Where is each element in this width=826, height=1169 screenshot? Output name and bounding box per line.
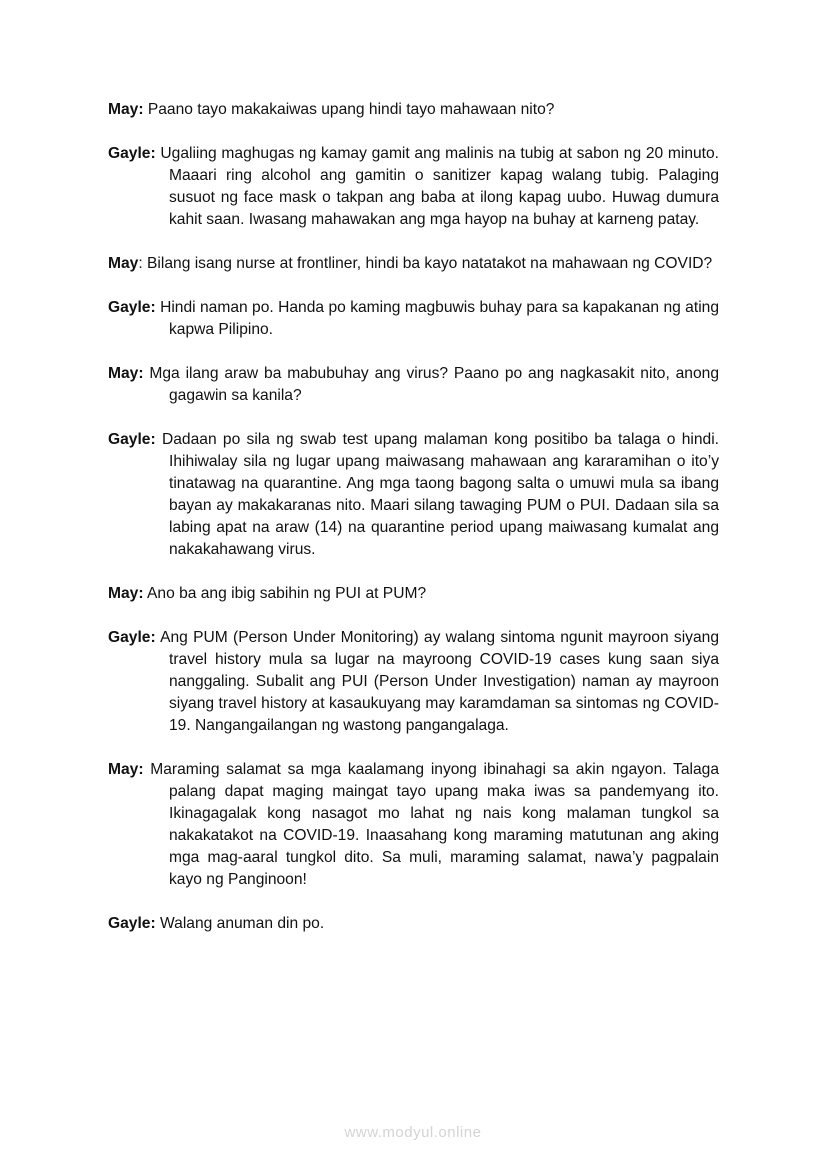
dialogue-line-may	[108, 363, 719, 407]
dialogue-text: Dadaan po sila ng swab test upang malaman kong positibo ba talaga o hindi. Ihihiwalay sila ng lugar upang maiwasang mahawaan ang kararamihan o ito’y tinatawag na quarantine. Ang mga taong bagong salta o umuwi mula sa ibang bayan ay makakaranas nito. Maari silang tawaging PUM o PUI. Dadaan sila sa labing apat na araw (14) na quarantine period upang maiwasang kumalat ang nakakahawang virus.	[155, 431, 719, 558]
dialogue-line-may	[108, 583, 719, 605]
dialogue-text: Paano tayo makakaiwas upang hindi tayo mahawaan nito?	[143, 101, 555, 118]
dialogue-line-may	[108, 99, 719, 121]
speaker-separator: :	[138, 255, 143, 272]
dialogue-text: Ugaliing maghugas ng kamay gamit ang malinis na tubig at sabon ng 20 minuto. Maaari ring alcohol ang gamitin o sanitizer kapag walang tubig. Palaging susuot ng face mask o takpan ang baba at ilong kapag uubo. Huwag dumura kahit saan. Iwasang mahawakan ang mga hayop na buhay at karneng patay.	[155, 145, 719, 228]
speaker-name: May	[108, 255, 139, 272]
speaker-name: Gayle:	[108, 299, 156, 316]
speaker-name: May:	[108, 585, 144, 602]
dialogue-text: Walang anuman din po.	[155, 915, 325, 932]
dialogue-text: Hindi naman po. Handa po kaming magbuwis buhay para sa kapakanan ng ating kapwa Pilipino.	[155, 299, 719, 338]
dialogue-text: Bilang isang nurse at frontliner, hindi ba kayo natatakot na mahawaan ng COVID?	[142, 255, 713, 272]
dialogue-line-may	[108, 253, 719, 275]
dialogue-line-gayle	[108, 429, 719, 561]
dialogue-line-gayle	[108, 913, 719, 935]
watermark: www.modyul.online	[344, 1124, 482, 1141]
dialogue-line-gayle	[108, 627, 719, 737]
dialogue-line-may	[108, 759, 719, 891]
speaker-name: May:	[108, 761, 144, 778]
dialogue-text: Ano ba ang ibig sabihin ng PUI at PUM?	[143, 585, 427, 602]
dialogue-text: Maraming salamat sa mga kaalamang inyong ibinahagi sa akin ngayon. Talaga palang dapat maging maingat tayo upang maka iwas sa pandemyang ito. Ikinagagalak kong nasagot mo lahat ng nais kong malaman tungkol sa nakakatakot na COVID-19. Inaasahang kong maraming matutunan ang aking mga mag-aaral tungkol dito. Sa muli, maraming salamat, nawa’y pagpalain kayo ng Panginoon!	[143, 761, 719, 888]
speaker-name: Gayle:	[108, 629, 156, 646]
speaker-name: Gayle:	[108, 145, 156, 162]
speaker-name: May:	[108, 101, 144, 118]
dialogue-text: Ang PUM (Person Under Monitoring) ay walang sintoma ngunit mayroon siyang travel history mula sa lugar na mayroong COVID-19 cases kung saan siya nanggaling. Subalit ang PUI (Person Under Investigation) naman ay mayroon siyang travel history at kasaukuyang may karamdaman sa sintomas ng COVID-19. Nangangailangan ng wastong pangangalaga.	[155, 629, 719, 734]
speaker-name: Gayle:	[108, 431, 156, 448]
dialogue-line-gayle	[108, 143, 719, 231]
dialogue-text: Mga ilang araw ba mabubuhay ang virus? Paano po ang nagkasakit nito, anong gagawin sa kanila?	[143, 365, 719, 404]
dialogue-document	[108, 99, 719, 957]
speaker-name: Gayle:	[108, 915, 156, 932]
speaker-name: May:	[108, 365, 144, 382]
dialogue-line-gayle	[108, 297, 719, 341]
